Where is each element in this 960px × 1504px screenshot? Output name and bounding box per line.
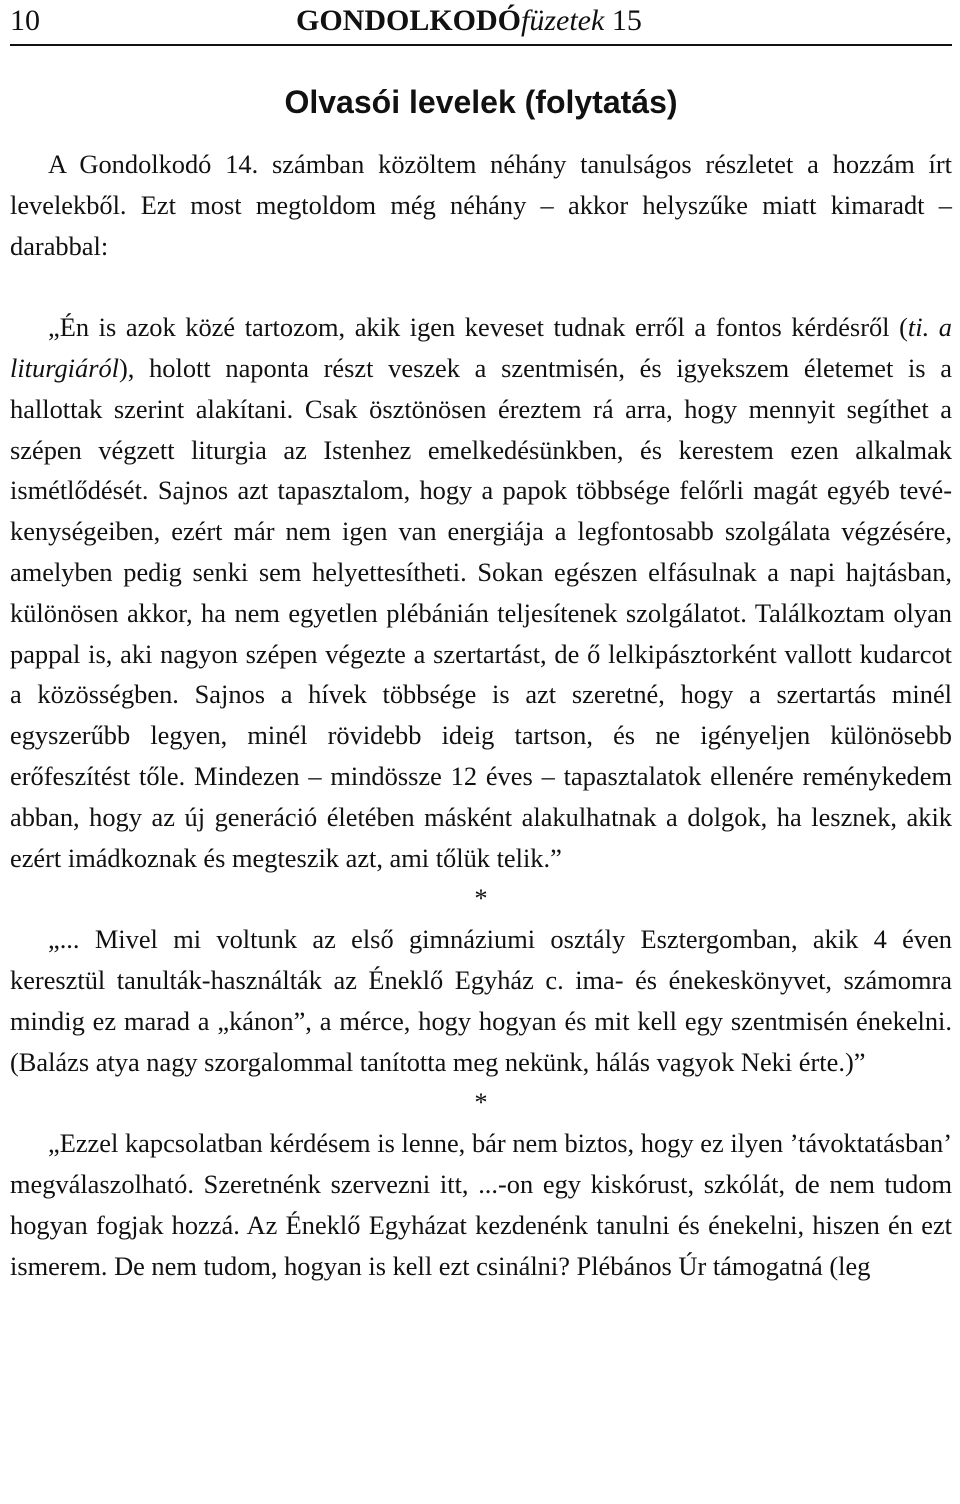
letter-quote-1 xyxy=(10,307,952,878)
series-name: GONDOLKODÓ xyxy=(296,4,522,37)
letter-quote-3: „Ezzel kapcsolatban kérdésem is lenne, bár nem biztos, hogy ez ilyen ’távoktatásban’ megválaszolható. Szeretnénk szervezni itt, ...-on egy kiskórust, szkólát, de nem tudom hogyan fogjak hozzá. Az Éneklő Egyházat kezdenénk tanulni és énekelni, hiszen én ezt ismerem. De nem tudom, hogyan is kell ezt csinálni? Plébános Úr támogatná (leg xyxy=(10,1128,952,1281)
document-page xyxy=(10,0,952,1504)
article-title: Olvasói levelek (folytatás) xyxy=(284,84,678,120)
letter-1-text-start: „Én is azok közé tartozom, akik igen keveset tudnak erről a fontos kérdésről ( xyxy=(48,312,908,343)
asterisk-separator-1: * xyxy=(474,883,488,914)
page-number: 10 xyxy=(10,4,40,37)
series-subtitle: füzetek xyxy=(521,4,605,37)
letter-1-text-rest: ), holott naponta részt veszek a szentmisén, és igyekszem életemet is a hallottak szerint alakítani. Csak ösztönösen éreztem rá arra, hogy mennyit segíthet a szépen végzett liturgia az Istenhez emelkedésünkben, és kerestem ezen alkalmak ismétlődését. Sajnos azt tapasztalom, hogy a papok többsége felőrli magát egyéb tevékenységeiben, ezért már nem igen van energiája a legfontosabb szolgálata végzésére, amelyben pedig senki sem helyettesítheti. Sokan egészen elfásulnak a napi hajtásban, különösen akkor, ha nem egyetlen plébánián teljesítenek szolgálatot. Találkoztam olyan pappal is, aki nagyon szépen végezte a szertartást, de ő lelkipásztorként vallott kudarcot a közösségben. Sajnos a hívek többsége is azt szeretné, hogy a szertartás minél egyszerűbb legyen, minél rövidebb ideig tartson, és ne igényeljen különösebb erőfeszítést tőle. Mindezen – mindössze 12 éves – tapasztalatok ellenére reménykedem abban, hogy az új generáció életében másként alakulhatnak a dolgok, ha lesznek, akik ezért imádkoznak és megteszik azt, ami tőlük telik.” xyxy=(10,352,952,873)
letter-1-italic-note: ti. a liturgiáról xyxy=(10,312,952,383)
intro-paragraph: A Gondolkodó 14. számban közöltem néhány tanulságos részletet a hozzám írt levelekből. Ezt most megtoldom még néhány – akkor helyszűke miatt kimaradt – darabbal: xyxy=(10,149,952,261)
running-head xyxy=(10,0,952,46)
series-title xyxy=(296,0,642,42)
asterisk-separator-2: * xyxy=(474,1087,488,1118)
article-body xyxy=(10,144,952,1286)
issue-number: 15 xyxy=(611,4,642,37)
letter-quote-2: „... Mivel mi voltunk az első gimnáziumi osztály Esztergomban, akik 4 éven keresztül tanulták-használták az Éneklő Egyház c. ima- és énekeskönyvet, számomra mindig ez marad a „kánon”, a mérce, hogy hogyan és mit kell egy szentmisén énekelni. (Balázs atya nagy szorgalommal tanította meg nekünk, hálás vagyok Neki érte.)” xyxy=(10,924,952,1077)
paragraph-gap xyxy=(10,266,952,307)
